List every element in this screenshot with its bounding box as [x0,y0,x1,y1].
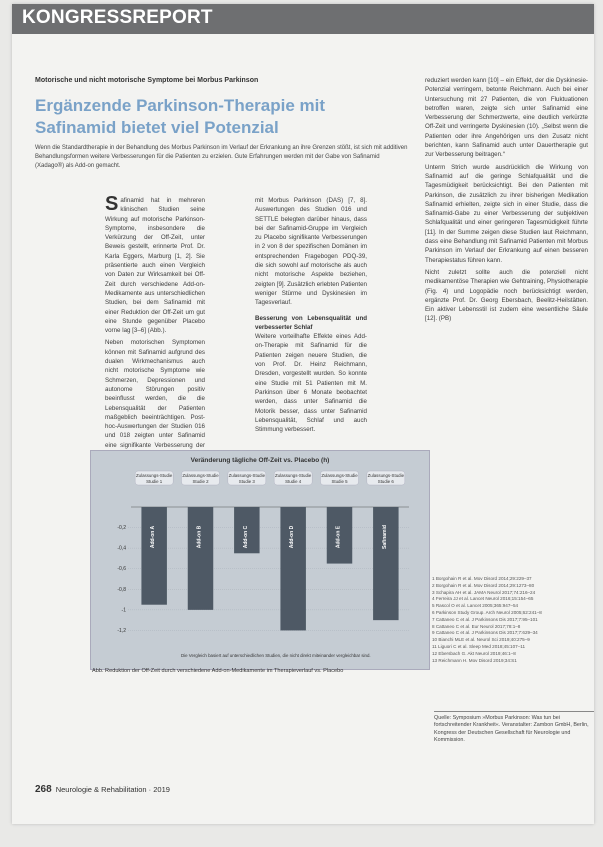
section-title: KONGRESSREPORT [22,7,213,28]
reference-item: 13 Reichmann H. Mov Disord 2019;34:S1 [432,657,517,663]
reference-item: 3 Schapira AH et al. JAMA Neurol 2017;74:216–24 [432,589,536,595]
article-kicker: Motorische und nicht motorische Symptome bei Morbus Parkinson [35,77,259,84]
source-note: Quelle: Symposium »Morbus Parkinson: Was tun bei fortschreitender Krankheit«. Veranstalter: Zambon GmbH, Berlin, Kongress der Deutschen Gesellschaft für Neurologie und Kommission. [434,711,594,745]
column-2-paragraph-1: mit Morbus Parkinson (DAS) [7, 8]. Auswertungen des Studien 016 und SETTLE belegten darüber hinaus, dass bei der Safinamid-Gruppe im Vergleich zu Placebo signifikante Verbesserungen in 2 von 8 der spezifischen Domänen im entsprechenden Fragebogen PDQ-39, die sich sowohl auf motorische als auch nicht motorische Aspekte beziehen, zeigten [9]. Zusätzlich erlebten Patienten weniger Stürme und Dyskinesien im Tagesverlauf. [255,197,367,307]
article-title-line-1: Ergänzende Parkinson-Therapie mit [35,96,326,115]
bar-label: Add-on E [335,525,342,549]
y-tick-label: -1 [121,607,126,614]
reference-item: 5 Rascol O et al. Lancet 2005;365:947–54 [432,603,519,609]
column-1-text-1: afinamid hat in mehreren klinischen Studien seine Wirkung auf motorische Parkinson-Symptome, insbesondere die Verkürzung der Off-Zeit, unter Beweis gestellt, erinnerte Prof. Dr. Karla Eggers, Marburg [1, 2]. Sie präsentierte auch einen Vergleich von Daten zur Wirksamkeit bei Off-Zeit durch verschiedene Add-on-Medikamente aus unterschiedlichen Studien, bei dem Safinamid mit einer Reduktion der Off-Zeit um gut eine Stunde gegenüber Placebo vorne lag [3–6] (Abb.). [105,197,205,335]
reference-item: 9 Cattaneo C et al. J Parkinsons Dis 2017;7:629–34 [432,630,538,636]
study-label: Zulassungs-Studie [274,473,312,478]
column-3-paragraph-1: reduziert werden kann [10] – ein Effekt, der die Dyskinesie-Potenzial verringern, betonte Reichmann. Auch bei einer Untersuchung mit 27 Patienten, die von Fluktuationen betroffen waren, zeigte sich unter Safinamid eine Verbesserung der Schmerzwerte, eine deutlich verkürzte Off-Zeit und verringerte Dyskinesien (10). „Selbst wenn die Patienten oder ihre Angehörigen uns den Zusatz nicht berichten, kann Safinamid auch unter Dauertherapie gut zur Verbesserung beitragen.“ [425,77,588,159]
study-label: Zulassungs-Studie [135,473,173,478]
reference-item: 10 Bianchi MLE et al. Neurol Sci 2019;40:275–9 [432,637,530,643]
section-banner [12,4,594,34]
drop-cap: S [105,193,119,215]
article-title-line-2: Safinamid bietet viel Potenzial [35,118,279,137]
reference-item: 6 Parkinson Study Group. Arch Neurol 2005;62:241–8 [432,609,542,615]
study-category: Studie 2 [192,479,209,484]
study-category: Studie 4 [285,479,302,484]
study-label: Zulassungs-Studie [182,473,219,478]
data-bar [373,507,398,620]
column-1-paragraph-1 [105,193,205,335]
reference-item: 8 Cattaneo C et al. Eur Neurol 2017;78:1–8 [432,623,521,629]
study-category: Studie 1 [146,479,163,484]
y-tick-label: -0,4 [117,545,126,552]
reference-item: 2 Borgohain R et al. Mov Disord 2014;29:1273–80 [432,582,535,588]
column-3-text-3: Nicht zuletzt sollte auch die potenziell nicht medikamentöse Therapien wie Gehtraining, Physiotherapie (Fig. 4) und Logopädie noch berücksichtigt werden, ergänzte Prof. Dr. Georg Ebersbach, Beelitz-Heilstätten. Ein aktiver Lebensstil ist zudem eine wesentliche Säule [12]. [425,268,588,323]
data-bar [188,507,213,610]
reference-item: 4 Ferreira JJ et al. Lancet Neurol 2016;15:154–65 [432,596,534,602]
y-tick-label: -0,8 [117,586,126,593]
column-2-paragraph-2: Weitere vorteilhafte Effekte eines Add-on-Therapie mit Safinamid für die Patienten zeigen neuere Studien, die von Prof. Dr. Heinz Reichmann, Dresden, vorgestellt wurden. So konnte eine Studie mit 51 Patienten mit M. Parkinson über 6 Monate beobachtet werden, dass unter Safinamid die Motorik besser, dass unter Safinamid Lebensqualität, Schlaf und auch Stimmung verbessert. [255,333,367,434]
study-category: Studie 6 [377,479,394,484]
bar-label: Add-on D [289,525,296,549]
article-lead: Wenn die Standardtherapie in der Behandlung des Morbus Parkinson im Verlauf der Erkrankung an ihre Grenzen stößt, ist sich mit additiven Behandlungsformen weitere Verbesserungen für die Patienten zu erzielen. Gute Erfahrungen werden mit der Gabe von Safinamid (Xadago®) als Add-on gemacht. [35,145,408,169]
text-column-2 [255,196,367,446]
bar-label: Add-on C [242,525,249,549]
data-bar [141,507,166,605]
off-time-bar-chart [91,461,429,671]
column-1-paragraph-2: Neben motorischen Symptomen können mit Safinamid aufgrund des dualen Wirkmechanismus auch nicht motorische Symptome wie Schmerzen, Depressionen und autonome Störungen positiv beeinflusst werden, die die Lebensqualität der Patienten maßgeblich beeinträchtigen. Post-hoc-Auswertungen der Studien 016 und 018 zeigten unter Safinamid eine signifikante Verbesserung der [105,339,205,449]
bar-label: Safinamid [381,525,388,549]
page-footer [35,784,170,795]
data-bar [280,507,305,630]
study-label: Zulassungs-Studie [321,473,358,478]
magazine-page [12,4,594,824]
journal-name: Neurologie & Rehabilitation · 2019 [55,785,170,794]
column-3-paragraph-2: Unterm Strich wurde ausdrücklich die Wirkung von Safinamid auf die geringe Schlafqualität und die Tagesmüdigkeit berücksichtigt. Bei den Patienten mit Parkinson, die zusätzlich zu ihrer bisherigen Medikation Safinamid erhielten, zeigte sich in einer Studie, dass die Safinamid-Gabe zu einer Verbesserung der subjektiven Schlafqualität und einer geringeren Tagesmüdigkeit führte [11]. In der Summe zeigen diese Studien laut Reichmann, dass eine Behandlung mit Safinamid Patienten mit Morbus Parkinson im Verlauf der Erkrankung auf einen besseren Therapiestatus führen kann. [425,163,588,264]
bar-label: Add-on B [196,525,203,549]
reference-item: 1 Borgohain R et al. Mov Disord 2014;29:229–37 [432,576,532,581]
column-3-paragraph-3 [425,268,588,324]
study-category: Studie 3 [238,479,255,484]
study-label: Zulassungs-Studie [228,473,266,478]
text-column-3 [425,76,588,564]
reference-item: 12 Ebersbach G. Akt Neurol 2019;46:1–8 [432,650,516,656]
text-column-1 [105,193,205,449]
figure-note: Die Vergleich basiert auf unterschiedlichen Studien, die nicht direkt miteinander vergleichbar sind. [181,653,371,658]
author-tag: (PB) [438,315,452,323]
y-tick-label: -0,6 [117,566,126,573]
figure-title: Veränderung tägliche Off-Zeit vs. Placebo (h) [190,457,330,464]
study-label: Zulassungs-Studie [367,473,405,478]
bar-label: Add-on A [150,525,157,549]
reference-list [432,576,597,664]
column-2-subhead: Besserung von Lebensqualität und verbesserter Schlaf [255,314,367,331]
figure-caption: Abb. Reduktion der Off-Zeit durch verschiedene Add-on-Medikamente im Therapieverlauf vs. Placebo [92,668,344,674]
study-category: Studie 5 [331,479,348,484]
y-tick-label: -1,2 [117,627,126,634]
figure-off-time-chart [90,450,430,670]
page-number: 268 [35,784,52,795]
reference-item: 11 Liguori C et al. Sleep Med 2018;45:107–11 [432,643,526,649]
reference-item: 7 Cattaneo C et al. J Parkinsons Dis 2017;7:95–101 [432,616,538,622]
y-tick-label: -0,2 [117,525,126,532]
